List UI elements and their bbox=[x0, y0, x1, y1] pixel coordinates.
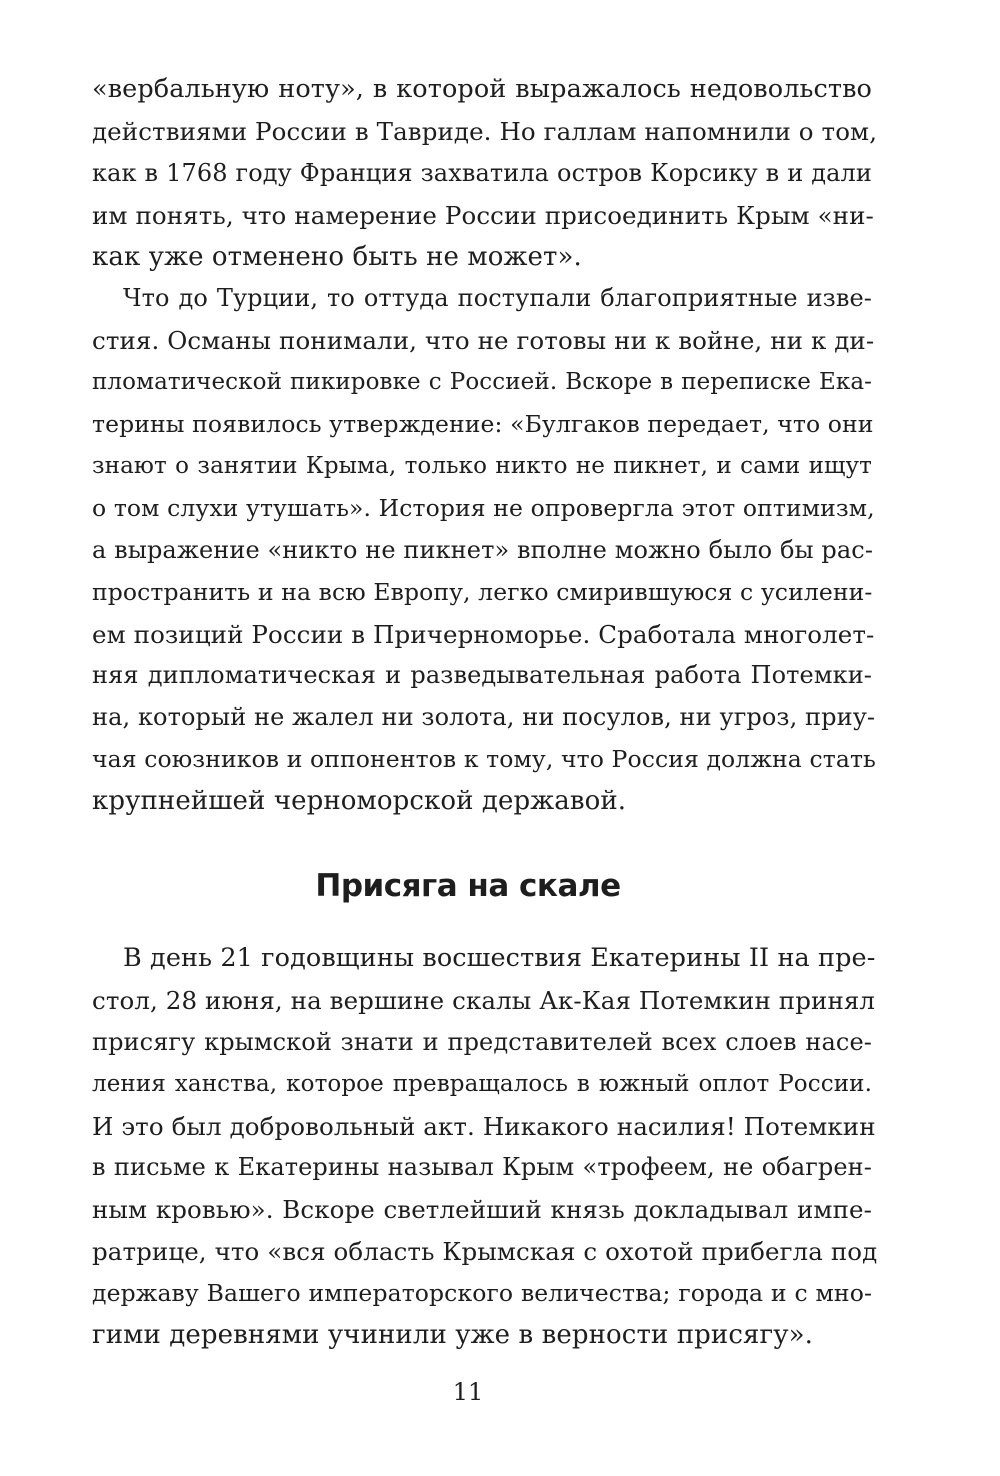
paragraph-line: гими деревнями учинили уже в верности присягу». bbox=[92, 1320, 813, 1351]
paragraph-line: присягу крымской знати и представителей всех слоев насе- bbox=[92, 1027, 872, 1056]
paragraph-line: о том слухи утушать». История не опровергла этот оптимизм, bbox=[92, 493, 875, 522]
paragraph-line: в письме к Екатерины называл Крым «трофеем, не обагрен- bbox=[92, 1153, 872, 1182]
paragraph-line: ным кровью». Вскоре светлейший князь докладывал импе- bbox=[92, 1195, 872, 1225]
paragraph-line: действиями России в Тавриде. Но галлам напомнили о том, bbox=[92, 116, 878, 146]
paragraph-line: а выражение «никто не пикнет» вполне можно было бы рас- bbox=[92, 535, 874, 564]
paragraph-line: И это был добровольный акт. Никакого насилия! Потемкин bbox=[92, 1111, 876, 1141]
paragraph-line: им понять, что намерение России присоединить Крым «ни- bbox=[92, 200, 874, 230]
paragraph-1 bbox=[92, 69, 878, 278]
paragraph-line: терины появилось утверждение: «Булгаков передает, что они bbox=[92, 410, 874, 439]
paragraph-3 bbox=[92, 938, 878, 1357]
text-block-top bbox=[92, 69, 878, 823]
paragraph-2 bbox=[92, 278, 876, 823]
paragraph-line: В день 21 годовщины восшествия Екатерины II на пре- bbox=[123, 943, 876, 973]
paragraph-line: на, который не жалел ни золота, ни посулов, ни угроз, приу- bbox=[92, 703, 876, 732]
paragraph-line: пломатической пикировке с Россией. Вскоре в переписке Ека- bbox=[92, 369, 872, 396]
paragraph-line: ем позиций России в Причерноморье. Сработала многолет- bbox=[92, 619, 875, 649]
paragraph-line: ления ханства, которое превращалось в южный оплот России. bbox=[92, 1070, 872, 1097]
paragraph-line: как уже отменено быть не может». bbox=[92, 241, 582, 272]
paragraph-line: стия. Османы понимали, что не готовы ни к войне, ни к ди- bbox=[92, 326, 875, 356]
paragraph-line: пространить и на всю Европу, легко смирившуюся с усилени- bbox=[92, 577, 873, 606]
paragraph-line: стол, 28 июня, на вершине скалы Ак-Кая Потемкин принял bbox=[92, 985, 876, 1015]
text-block-bottom bbox=[92, 938, 878, 1357]
paragraph-line: чая союзников и оппонентов к тому, что Россия должна стать bbox=[92, 745, 876, 774]
paragraph-line: как в 1768 году Франция захватила остров Корсику в и дали bbox=[92, 158, 872, 187]
section-heading: Присяга на скале bbox=[315, 868, 621, 904]
paragraph-line: няя дипломатическая и разведывательная работа Потемки- bbox=[92, 661, 872, 690]
paragraph-line: знают о занятии Крыма, только никто не пикнет, и сами ищут bbox=[92, 453, 872, 480]
page-number: 11 bbox=[452, 1378, 484, 1406]
paragraph-line: державу Вашего императорского величества; города и с мно- bbox=[92, 1279, 872, 1308]
paragraph-line: «вербальную ноту», в которой выражалось недовольство bbox=[92, 74, 872, 104]
paragraph-line: крупнейшей черноморской державой. bbox=[92, 786, 627, 817]
paragraph-line: ратрице, что «вся область Крымская с охотой прибегла под bbox=[92, 1237, 878, 1267]
paragraph-line: Что до Турции, то оттуда поступали благоприятные изве- bbox=[123, 284, 872, 313]
